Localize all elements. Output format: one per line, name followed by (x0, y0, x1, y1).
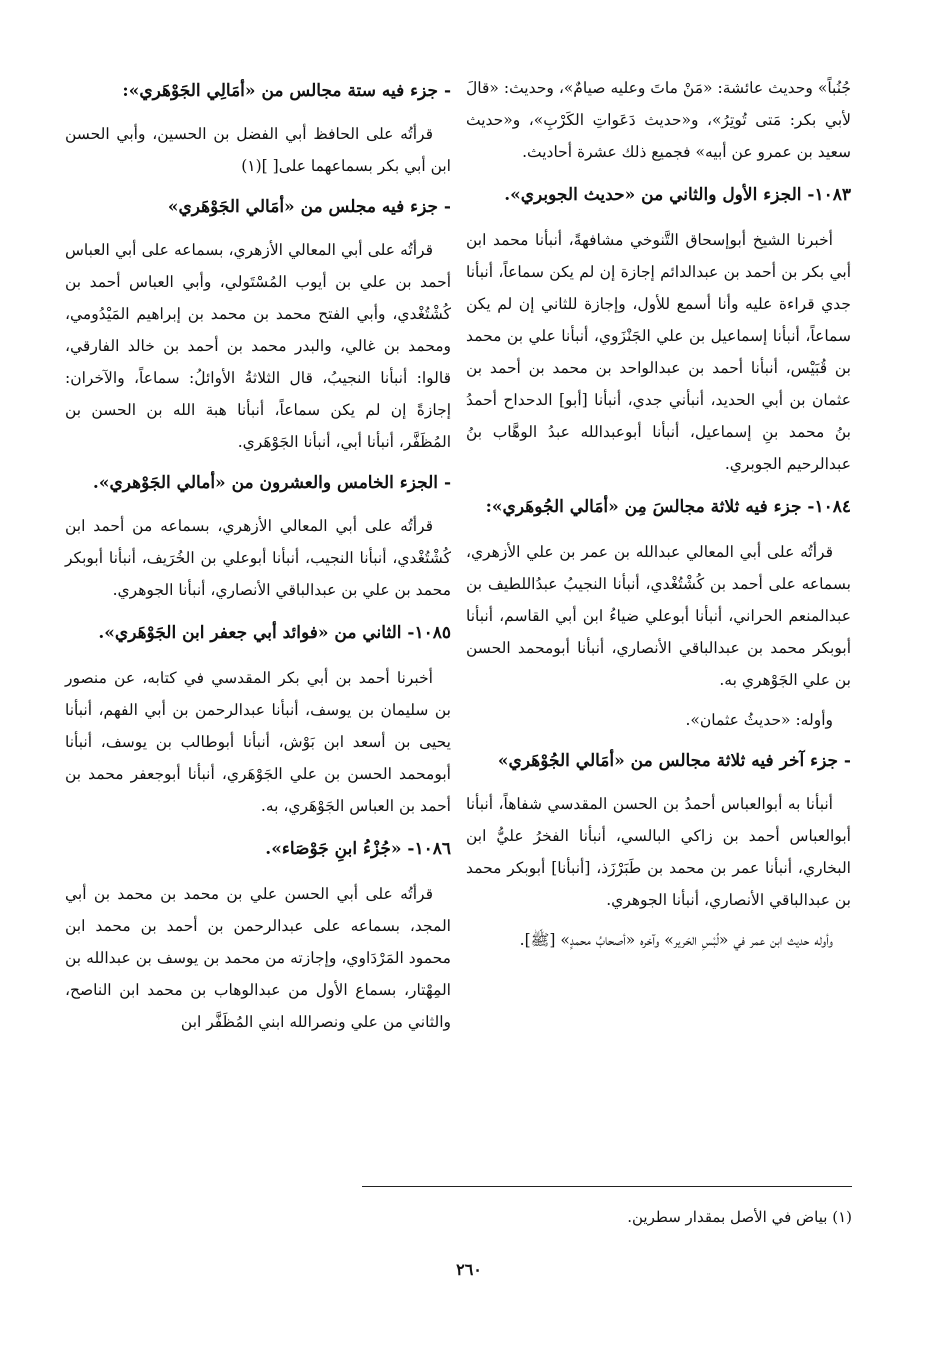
paragraph: أخبرنا الشيخ أبوإسحاق التَّنوخي مشافهةً، أنبأنا محمد ابن أبي بكر بن أحمد بن عبدالدائم إجازة إن لم يكن سماعاً، أنبأنا جدي قراءة عليه وأنا أسمع للأول، وإجازة للثاني إن لم يكن سماعاً، أنبأنا إسماعيل بن علي الجَنْزَوي، أنبأنا علي بن محمد بن قُبَيْس، أنبأنا أحمد بن عبدالواحد بن محمد بن أحمد بن عثمان بن أبي الحديد، أنبأني جدي، أنبأنا [أبو] الدحداح أحمدُ بنُ محمد بنِ إسماعيل، أنبأنا أبوعبدالله عبدُ الوهَّاب بنُ عبدالرحيم الجوبري. (466, 231, 851, 473)
entry-heading-1083: ١٠٨٣- الجزء الأول والثاني من «حديث الجوبري». (504, 185, 851, 205)
entry-heading-1084: ١٠٨٤- جزء فيه ثلاثة مجالسَ مِن «أمَالي الجُوهَري»: (485, 497, 851, 517)
paragraph: أخبرنا أحمد بن أبي بكر المقدسي في كتابه، عن منصور بن سليمان بن يوسف، أنبأنا عبدالرحمن بن أبي الفهم، أنبأنا يحيى بن أسعد ابن بَوْش، أنبأنا أبوطالب بن يوسف، أنبأنا أبومحمد الحسن بن علي الجَوْهَري، أنبأنا أبوجعفر محمد بن أحمد بن العباس الجَوْهَري، به. (65, 669, 451, 815)
footnote: (١) بياض في الأصل بمقدار سطرين. (627, 1208, 852, 1226)
paragraph: قرأتُه على أبي المعالي عبدالله بن عمر بن علي الأزهري، بسماعه على أحمد بن كُشْتُغْدي، أنبأنا النجيبُ عبدُاللطيف بن عبدالمنعم الحراني، أنبأنا أبوعلي ضياءُ ابن أبي القاسم، أنبأنا أبوبكر محمد بن عبدالباقي الأنصاري، أنبأنا أبومحمد الحسن بن علي الجَوْهري به. (466, 543, 851, 689)
footnote-divider (362, 1186, 852, 1187)
paragraph: أنبأنا به أبوالعباس أحمدُ بن الحسن المقدسي شفاهاً، أنبأنا أبوالعباس أحمد بن زاكي البالسي، أنبأنا الفخرُ عليُّ ابن البخاري، أنبأنا عمر بن محمد بن طَبَرْزَذ، [أنبأنا] أبوبكر محمد بن عبدالباقي الأنصاري، أنبأنا الجوهري. (466, 795, 851, 909)
sub-heading-six-sessions: - جزء فيه ستة مجالس من «أمَالِي الجَوْهَري»: (122, 81, 451, 101)
entry-heading-1086: ١٠٨٦- «جُزْءُ ابنِ جَوْصَاء». (265, 839, 451, 859)
right-column (466, 72, 851, 964)
paragraph: وأوله حديث ابن عمر في «لُبْسِ الحَرير» وآخره «أصحابُ محمدٍ» [ﷺ]. (519, 931, 833, 949)
sub-heading-another-part: - جزء آخر فيه ثلاثة مجالس من «أمَالي الجُوْهَري» (497, 751, 851, 771)
left-column (65, 72, 451, 1046)
sub-heading-part-25: - الجزء الخامس والعشرون من «أمالي الجَوْهري». (92, 473, 451, 493)
page-number: ٢٦٠ (456, 1260, 482, 1279)
paragraph: وأوله: «حديثُ عثمان». (685, 711, 833, 729)
paragraph: جُنُباً» وحديث عائشة: «مَنْ ماتَ وعليه صيامٌ»، وحديث: «قالَ لأبي بكر: مَتى تُوتِرُ»، و«حديث دَعَواتِ الكَرْبِ»، و«حديث سعيد بن عمرو عن أبيه» فجميع ذلك عشرة أحاديث. (466, 79, 851, 161)
paragraph: قرأتُه على أبي الحسن علي بن محمد بن محمد بن أبي المجد، بسماعه على عبدالرحمن بن أحمد بن محمد ابن محمود المَرْدَاوي، وإجازته من محمد بن يوسف بن عبدالله بن المِهْتار، بسماع الأول من عبدالوهاب بن محمد ابن الناصح، والثاني من علي ونصرالله ابني المُظَفَّر ابن (65, 885, 451, 1031)
paragraph: قرأتُه على الحافظ أبي الفضل بن الحسين، وأبي الحسن ابن أبي بكر بسماعهما على[ ](١) (65, 125, 451, 175)
paragraph: قرأتُه على أبي المعالي الأزهري، بسماعه على أبي العباس أحمد بن علي بن أيوب المُسْتَولي، وأبي العباس أحمد بن كُشْتُغْدي، وأبي الفتح محمد بن محمد بن إبراهيم المَيْدُومي، ومحمد بن غالي، والبدر محمد بن أحمد بن خالد الفارقي، قالوا: أنبأنا النجيبُ، قال الثلاثةُ الأوائلُ: سماعاً، والآخران: إجازةً إن لم يكن سماعاً، أنبأنا هبة الله بن الحسن بن المُظَفَّر، أنبأنا أبي، أنبأنا الجَوْهَري. (65, 241, 451, 451)
entry-heading-1085: ١٠٨٥- الثاني من «فوائد أبي جعفر ابن الجَوْهَري». (98, 623, 451, 643)
paragraph: قرأتُه على أبي المعالي الأزهري، بسماعه من أحمد ابن كُشْتُغْدي، أنبأنا النجيب، أنبأنا أبوعلي بن الخُرَيف، أنبأنا أبوبكر محمد بن علي بن عبدالباقي الأنصاري، أنبأنا الجوهري. (65, 517, 451, 599)
sub-heading-one-session: - جزء فيه مجلس من «أمَالي الجَوْهَري» (167, 197, 451, 217)
